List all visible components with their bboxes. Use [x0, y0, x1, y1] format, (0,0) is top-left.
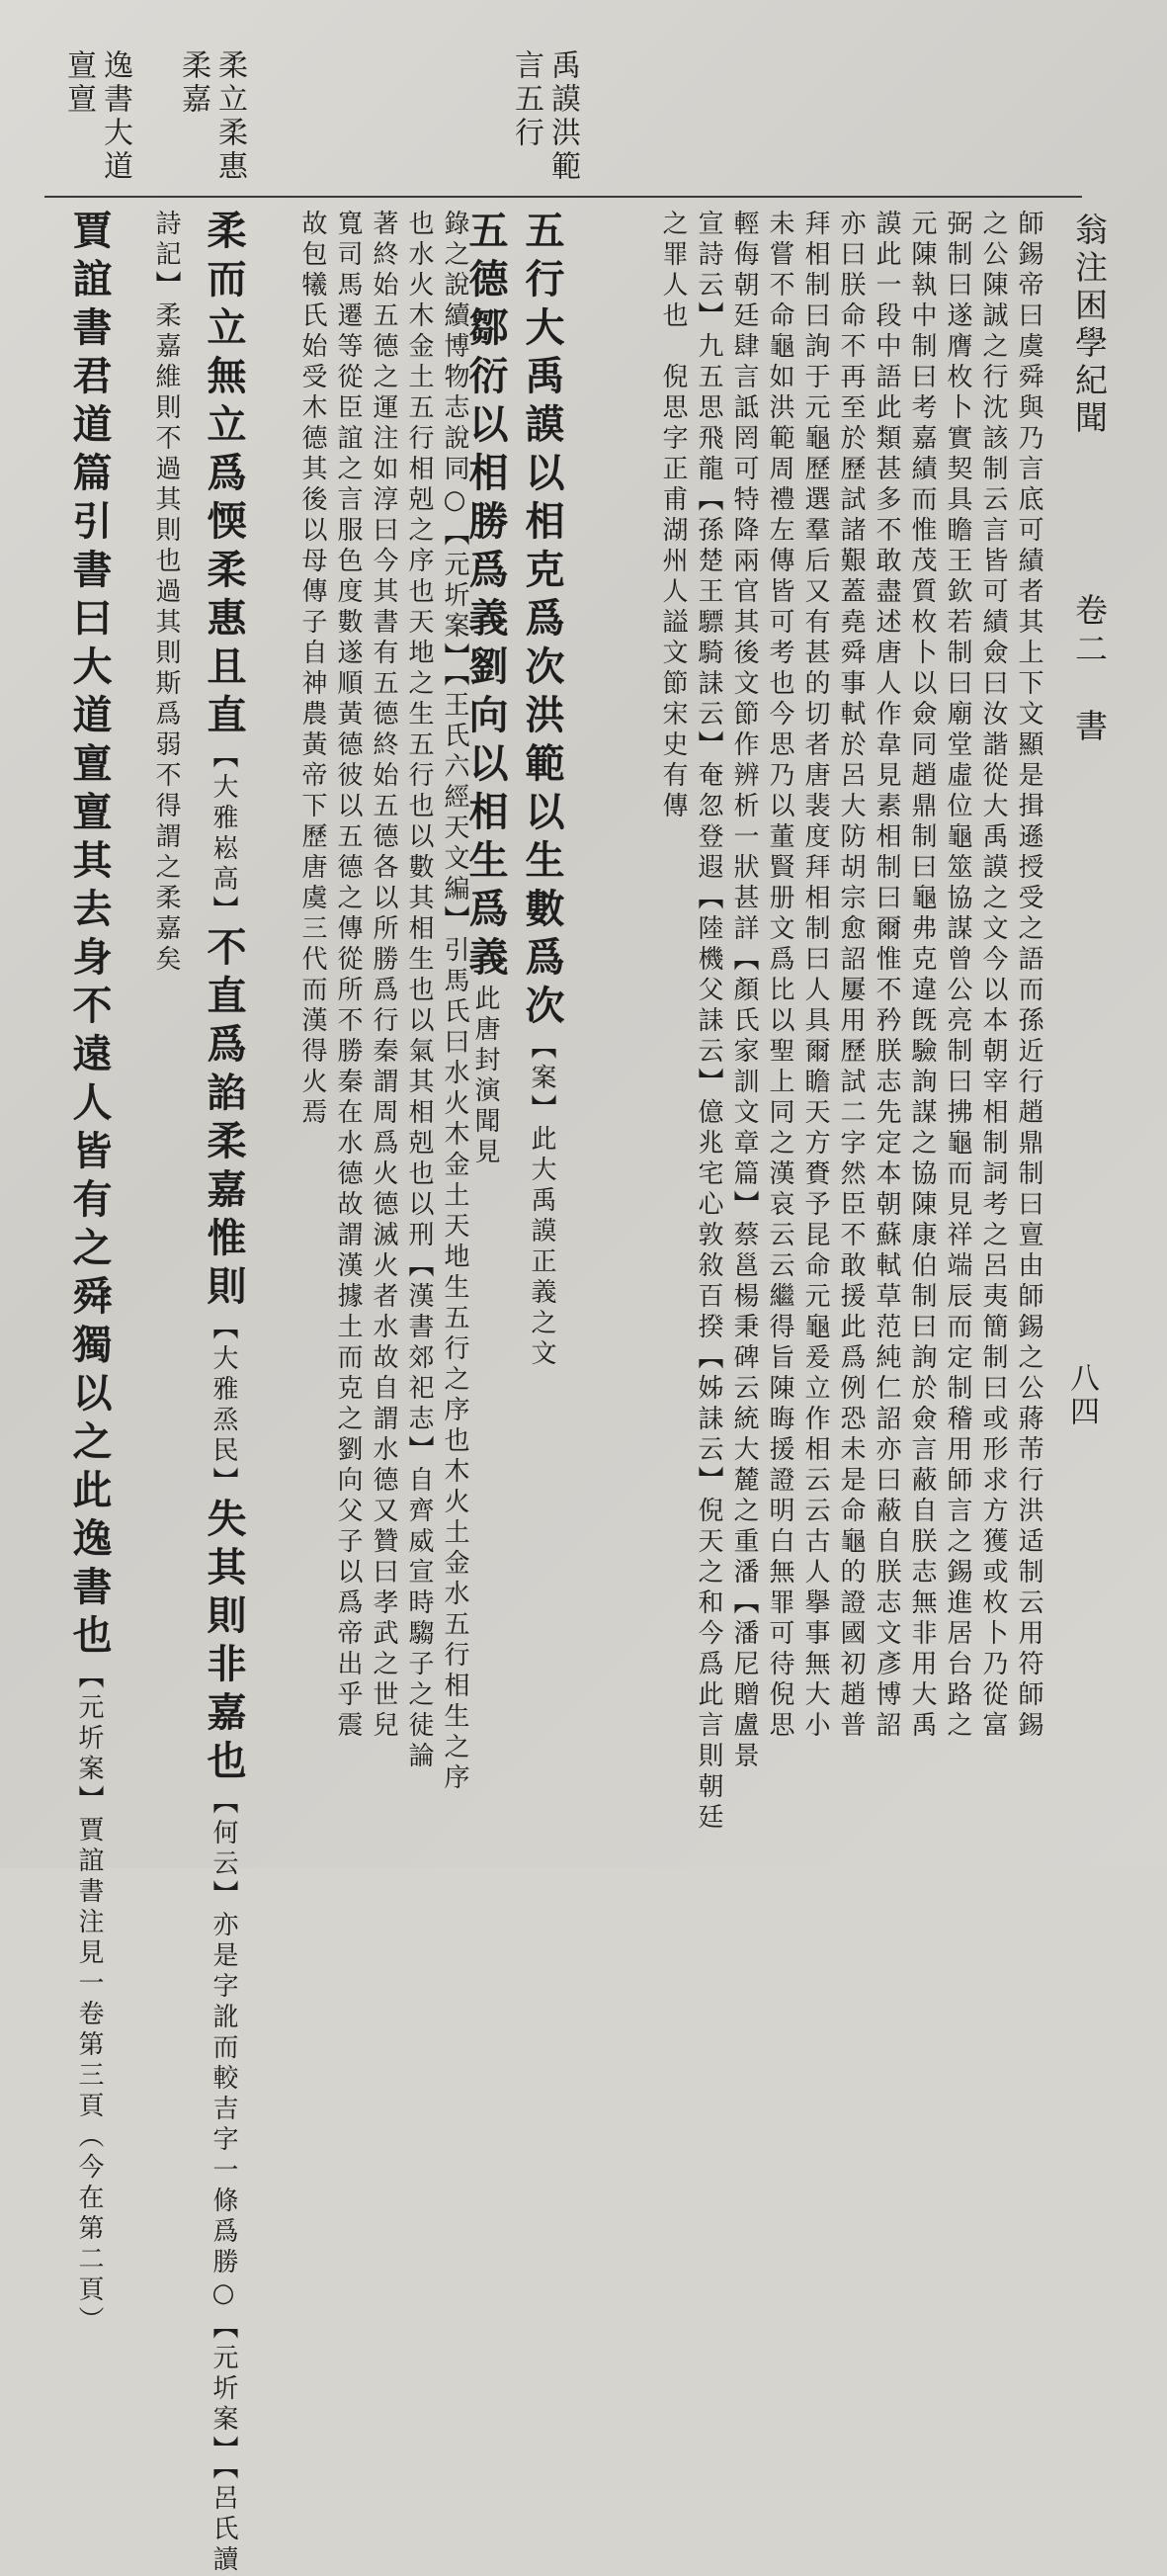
main-text: 失其則非嘉也 — [201, 1498, 247, 1788]
annotation: 【案】此大禹謨正義之文 — [527, 1033, 556, 1370]
main-text-column — [196, 210, 252, 2576]
margin-note-line: 柔嘉 — [176, 49, 210, 117]
margin-note-line: 亶亶 — [61, 49, 96, 117]
text-column: 也水火木金土五行相剋之序也天地之生五行也以數其相生也以氣其相剋也以刑【漢書郊祀志】自齊威宣時騶子之徒論 — [404, 210, 434, 1772]
annotation: 【大雅烝民】 — [208, 1314, 238, 1498]
text-column: 宣詩云】九五思飛龍【孫楚王驃騎誄云】奄忽登遐【陸機父誄云】億兆宅心敦敘百揆【姊誄云】倪天之和今爲此言則朝廷 — [694, 210, 723, 1834]
margin-note-line: 逸書大道 — [98, 49, 132, 184]
main-text: 賈誼書君道篇引書曰大道亶亶其去身不遠人皆有之舜獨以之此逸書也 — [66, 210, 113, 1663]
text-column: 輕侮朝廷肆言詆罔可特降兩官其後文節作辨析一狀甚詳【顏氏家訓文章篇】蔡邕楊秉碑云統大麓之重潘【潘尼贈盧景 — [729, 210, 759, 1772]
header-rule — [44, 196, 1082, 198]
text-column: 謨此一段中語此類甚多不敢盡述唐人作韋見素相制曰爾惟不矜朕志先定本朝蘇軾草范純仁詔亦曰蔽自朕志文彥博詔 — [872, 210, 901, 1742]
text-column: 師錫帝曰虞舜與乃言底可績者其上下文顯是揖遜授受之語而孫近行趙鼎制曰亶由師錫之公蔣芾行洪适制云用符師錫 — [1014, 210, 1043, 1742]
text-column: 著終始五德之運注如淳曰今其書有五德終始五德各以所勝爲行秦謂周爲火德滅火者水故自謂水德又贊曰孝武之世兒 — [369, 210, 398, 1742]
annotation: 【元圻案】賈誼書注見一卷第三頁（今在第二頁） — [74, 1663, 104, 2337]
margin-note-line: 柔立柔惠 — [212, 49, 247, 184]
annotation: 【何云】亦是字訛而較吉字一條爲勝○【元圻案】【呂氏讀 — [208, 1788, 238, 2576]
volume-label: 卷二 書 — [1070, 593, 1109, 747]
text-column: 詩記】柔嘉維則不過其則也過其則斯爲弱不得謂之柔嘉矣 — [151, 210, 181, 976]
main-text: 五行大禹謨以相克爲次洪範以生數爲次 — [519, 210, 565, 1033]
text-column: 之公陳誠之行沈該制云言皆可績僉曰汝諧從大禹謨之文今以本朝宰相制詞考之呂夷簡制曰或形求方獲或枚卜乃從富 — [978, 210, 1008, 1742]
margin-note-yishu — [61, 49, 131, 184]
text-column: 拜相制曰詢于元龜歷選羣后又有甚的切者唐裴度拜相制曰人具爾瞻天方賚予昆命元龜爰立作相云云古人擧事無大小 — [800, 210, 830, 1742]
annotation: 【大雅崧高】 — [208, 742, 238, 926]
text-column: 寬司馬遷等從臣誼之言服色度數遂順黃德彼以五德之傳從所不勝秦在水德故謂漢據土而克之劉向父子以爲帝出乎震 — [333, 210, 363, 1742]
main-text: 五德鄒衍以相勝爲義劉向以相生爲義 — [462, 210, 509, 985]
margin-note-rou — [176, 49, 246, 184]
text-column: 亦曰朕命不再至於歷試諸艱蓋堯舜事軾於呂大防胡宗愈詔屢用歷試二字然臣不敢援此爲例恐未是命龜的證國初趙普 — [836, 210, 866, 1742]
running-title: 翁注困學紀聞 — [1070, 213, 1109, 438]
text-column: 錄之說續博物志說同○【元圻案】【王氏六經天文編】引馬氏曰水火木金土天地生五行之序也木火土金水五行相生之序 — [440, 210, 469, 1794]
margin-note-line: 禹謨洪範 — [545, 49, 580, 184]
text-column: 之罪人也 倪思字正甫湖州人謚文節宋史有傳 — [658, 210, 688, 822]
main-text-column — [514, 210, 570, 1370]
page-number: 八四 — [1064, 1362, 1099, 1429]
text-column: 未嘗不命龜如洪範周禮左傳皆可考也今思乃以董賢册文爲比以聖上同之漢哀云云繼得旨陳晦援證明白無罪可待倪思 — [765, 210, 794, 1742]
text-column: 弼制曰遂膺枚卜實契具瞻王欽若制曰廟堂虛位龜筮協謀曾公亮制曰拂龜而見祥端辰而定制稽用師言之錫進居台路之 — [943, 210, 972, 1742]
main-text: 柔而立無立爲愞柔惠且直 — [201, 210, 247, 742]
margin-note-line: 言五行 — [509, 49, 543, 150]
main-text: 不直爲諂柔嘉惟則 — [201, 926, 247, 1314]
text-column: 元陳執中制曰考嘉績而惟茂質枚卜以僉同趙鼎制曰龜弗克違旣驗詢謀之協陳康伯制曰詢於僉言蔽自朕志無非用大禹 — [907, 210, 937, 1742]
annotation: 此唐封演聞見 — [470, 985, 500, 1168]
main-text-column — [61, 210, 118, 2337]
text-column: 故包犧氏始受木德其後以母傳子自神農黃帝下歷唐虞三代而漢得火焉 — [297, 210, 327, 1129]
margin-note-wuxing — [509, 49, 579, 184]
